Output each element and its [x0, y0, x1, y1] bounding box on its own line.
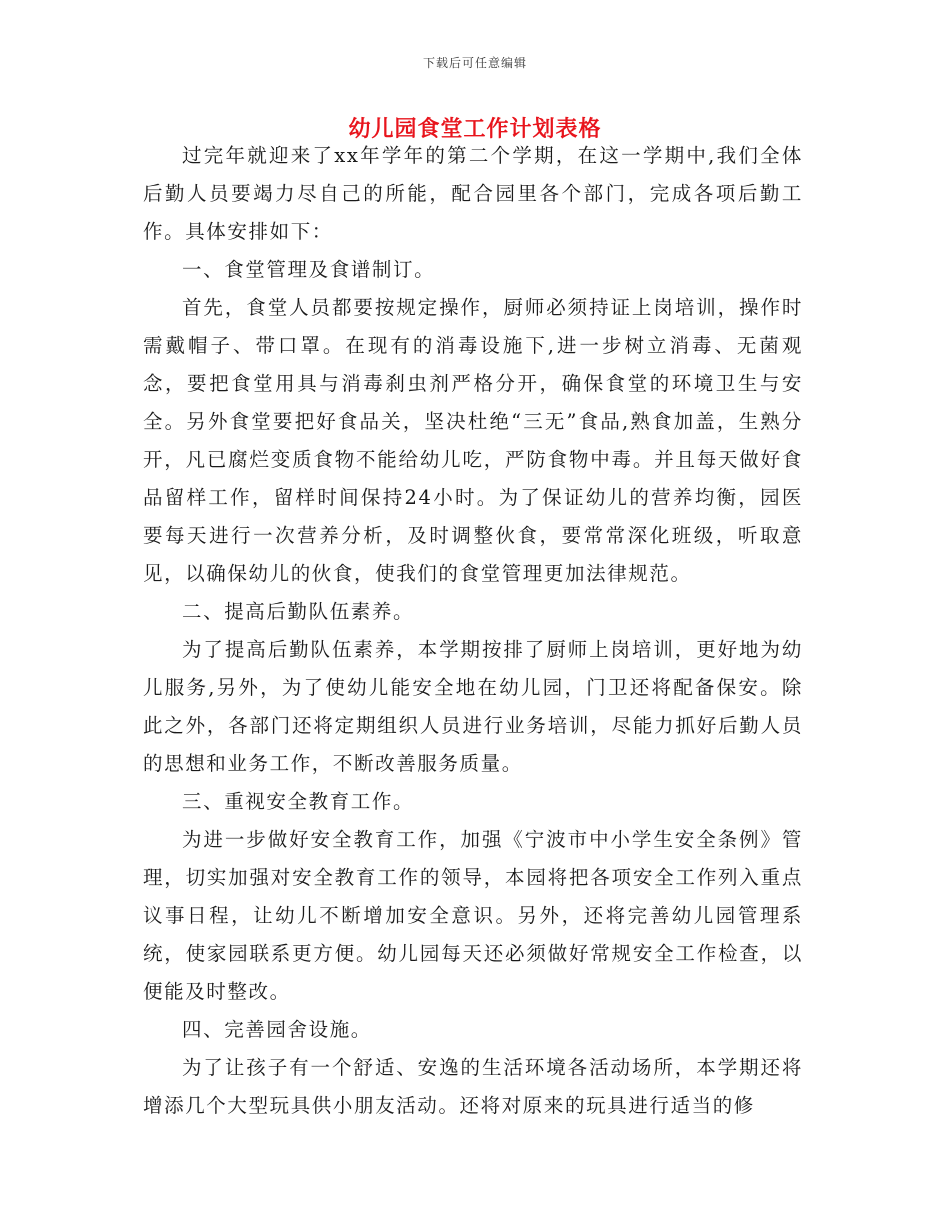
- section-heading-2: 二、提高后勤队伍素养。: [182, 600, 415, 623]
- paragraph-section-2: 为了提高后勤队伍素养，本学期按排了厨师上岗培训，更好地为幼儿服务,另外，为了使幼儿能安全地在幼儿园，门卫还将配备保安。除此之外，各部门还将定期组织人员进行业务培训，尽能力抓好后勤人员的思想和业务工作，不断改善服务质量。: [143, 638, 803, 775]
- paragraph-intro: 过完年就迎来了xx年学年的第二个学期，在这一学期中,我们全体后勤人员要竭力尽自己的所能，配合园里各个部门，完成各项后勤工作。具体安排如下：: [143, 144, 803, 243]
- paragraph-section-1: 首先，食堂人员都要按规定操作，厨师必须持证上岗培训，操作时需戴帽子、带口罩。在现有的消毒设施下,进一步树立消毒、无菌观念，要把食堂用具与消毒刹虫剂严格分开，确保食堂的环境卫生与安全。另外食堂要把好食品关，坚决杜绝“三无”食品,熟食加盖，生熟分开，凡已腐烂变质食物不能给幼儿吃，严防食物中毒。并且每天做好食品留样工作，留样时间保持24小时。为了保证幼儿的营养均衡，园医要每天进行一次营养分析，及时调整伙食，要常常深化班级，听取意见，以确保幼儿的伙食，使我们的食堂管理更加法律规范。: [143, 296, 803, 585]
- section-heading-1: 一、食堂管理及食谱制订。: [182, 258, 436, 281]
- document-body: [143, 137, 803, 1125]
- paragraph-section-4: 为了让孩子有一个舒适、安逸的生活环境各活动场所，本学期还将增添几个大型玩具供小朋友活动。还将对原来的玩具进行适当的修: [143, 1056, 803, 1117]
- document-title: 幼儿园食堂工作计划表格: [348, 116, 602, 142]
- section-heading-3: 三、重视安全教育工作。: [182, 790, 415, 813]
- header-note: 下载后可任意编辑: [422, 56, 527, 70]
- paragraph-section-3: 为进一步做好安全教育工作，加强《宁波市中小学生安全条例》管理，切实加强对安全教育工作的领导，本园将把各项安全工作列入重点议事日程，让幼儿不断增加安全意识。另外，还将完善幼儿园管理系统，使家园联系更方便。幼儿园每天还必须做好常规安全工作检查，以便能及时整改。: [143, 828, 803, 1003]
- section-heading-4: 四、完善园舍设施。: [182, 1018, 372, 1041]
